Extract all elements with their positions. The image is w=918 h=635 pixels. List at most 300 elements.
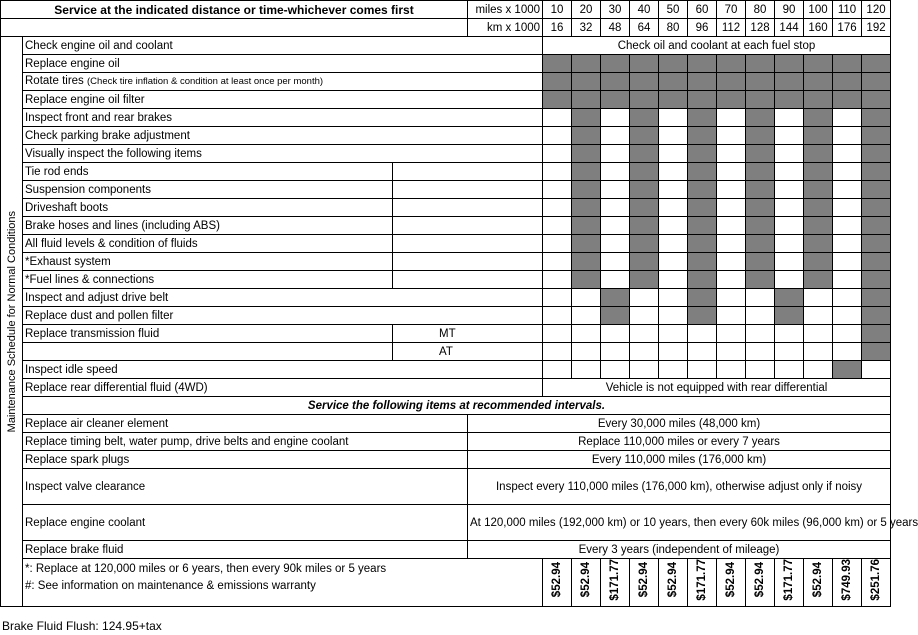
service-cell-empty: [688, 361, 717, 379]
service-cell-empty: [688, 325, 717, 343]
service-cell-empty: [630, 289, 659, 307]
service-cell-due: [862, 235, 891, 253]
service-cell-empty: [543, 343, 572, 361]
service-cell-empty: [833, 343, 862, 361]
service-cell-empty: [717, 145, 746, 163]
service-cell-empty: [717, 217, 746, 235]
price-cell: [746, 559, 775, 607]
service-cell-empty: [775, 217, 804, 235]
service-cell-empty: [804, 289, 833, 307]
service-cell-due: [630, 199, 659, 217]
miles-header: 10: [543, 1, 572, 19]
interval-value: Every 30,000 miles (48,000 km): [468, 415, 891, 433]
service-cell-empty: [543, 235, 572, 253]
service-cell-due: [862, 253, 891, 271]
service-cell-empty: [601, 145, 630, 163]
service-cell-empty: [717, 235, 746, 253]
service-cell-empty: [543, 127, 572, 145]
service-cell-due: [630, 271, 659, 289]
km-header: 48: [601, 19, 630, 37]
row-label: [23, 109, 543, 127]
interval-row: [1, 541, 891, 559]
schedule-row: [1, 73, 891, 91]
price-value: $52.94: [551, 562, 564, 598]
service-cell-empty: [630, 325, 659, 343]
service-cell-due: [630, 109, 659, 127]
service-cell-empty: [775, 181, 804, 199]
service-cell-empty: [717, 253, 746, 271]
service-cell-empty: [688, 343, 717, 361]
service-cell-due: [833, 73, 862, 91]
price-cell: [833, 559, 862, 607]
service-cell-due: [688, 253, 717, 271]
row-spacer: [393, 271, 543, 289]
service-cell-empty: [630, 307, 659, 325]
row-label: [23, 127, 543, 145]
service-cell-empty: [833, 145, 862, 163]
interval-label: Replace timing belt, water pump, drive belts and engine coolant: [23, 433, 468, 451]
service-cell-empty: [601, 325, 630, 343]
service-cell-due: [572, 127, 601, 145]
row-label: *Fuel lines & connections: [23, 271, 393, 289]
transmission-type: AT: [393, 343, 543, 361]
service-cell-due: [630, 73, 659, 91]
service-cell-empty: [833, 271, 862, 289]
service-cell-empty: [717, 109, 746, 127]
service-cell-due: [572, 235, 601, 253]
service-cell-empty: [746, 343, 775, 361]
span-note: Vehicle is not equipped with rear differential: [543, 379, 891, 397]
service-cell-empty: [659, 325, 688, 343]
schedule-row: [1, 181, 891, 199]
header-row-miles: [1, 1, 891, 19]
price-value: $52.94: [638, 562, 651, 598]
service-cell-empty: [543, 307, 572, 325]
service-cell-due: [862, 145, 891, 163]
row-spacer: [393, 235, 543, 253]
schedule-title: Service at the indicated distance or time-whichever comes first: [1, 1, 468, 19]
row-label: [23, 289, 543, 307]
service-cell-empty: [804, 325, 833, 343]
service-cell-due: [572, 109, 601, 127]
service-cell-empty: [572, 361, 601, 379]
service-cell-due: [688, 289, 717, 307]
service-cell-empty: [717, 361, 746, 379]
service-cell-due: [572, 73, 601, 91]
service-cell-empty: [833, 181, 862, 199]
schedule-row: [1, 145, 891, 163]
service-cell-due: [572, 181, 601, 199]
service-cell-due: [862, 55, 891, 73]
service-cell-empty: [717, 181, 746, 199]
service-cell-due: [862, 181, 891, 199]
interval-label: Replace brake fluid: [23, 541, 468, 559]
service-cell-empty: [717, 343, 746, 361]
row-label: All fluid levels & condition of fluids: [23, 235, 393, 253]
service-cell-empty: [572, 343, 601, 361]
service-cell-due: [630, 181, 659, 199]
service-cell-due: [601, 307, 630, 325]
service-cell-empty: [543, 109, 572, 127]
footnote: *: Replace at 120,000 miles or 6 years, then every 90k miles or 5 years: [25, 563, 387, 575]
price-value: $52.94: [725, 562, 738, 598]
row-label-text: Inspect front and rear brakes: [25, 111, 173, 124]
service-cell-empty: [775, 145, 804, 163]
row-label: Brake hoses and lines (including ABS): [23, 217, 393, 235]
row-label: [23, 145, 543, 163]
interval-value: At 120,000 miles (192,000 km) or 10 years, then every 60k miles (96,000 km) or 5 years: [468, 505, 891, 541]
service-cell-empty: [717, 325, 746, 343]
service-cell-empty: [659, 163, 688, 181]
service-cell-due: [543, 73, 572, 91]
schedule-row: [1, 343, 891, 361]
service-cell-empty: [833, 217, 862, 235]
service-cell-due: [746, 217, 775, 235]
km-header: 32: [572, 19, 601, 37]
interval-label: Inspect valve clearance: [23, 469, 468, 505]
service-cell-due: [572, 145, 601, 163]
service-cell-empty: [775, 343, 804, 361]
price-cell: [862, 559, 891, 607]
service-cell-empty: [659, 271, 688, 289]
row-label: [23, 91, 543, 109]
miles-header: 110: [833, 1, 862, 19]
miles-header: 20: [572, 1, 601, 19]
service-cell-empty: [659, 199, 688, 217]
service-cell-empty: [601, 181, 630, 199]
price-cell: [717, 559, 746, 607]
service-cell-due: [862, 343, 891, 361]
service-cell-empty: [833, 199, 862, 217]
miles-header: 40: [630, 1, 659, 19]
service-cell-due: [775, 289, 804, 307]
service-cell-due: [746, 91, 775, 109]
service-cell-due: [601, 289, 630, 307]
price-cell: [688, 559, 717, 607]
service-cell-empty: [543, 217, 572, 235]
service-cell-empty: [601, 361, 630, 379]
row-label: [23, 379, 543, 397]
service-cell-empty: [775, 127, 804, 145]
km-header: 128: [746, 19, 775, 37]
service-cell-due: [804, 235, 833, 253]
service-cell-due: [630, 127, 659, 145]
row-label-text: Inspect and adjust drive belt: [25, 291, 169, 304]
row-label-text: Check parking brake adjustment: [25, 129, 190, 142]
price-cell: [659, 559, 688, 607]
service-cell-empty: [775, 253, 804, 271]
service-cell-due: [862, 271, 891, 289]
service-cell-due: [775, 73, 804, 91]
interval-value: Every 3 years (independent of mileage): [468, 541, 891, 559]
service-cell-empty: [543, 181, 572, 199]
km-header: 176: [833, 19, 862, 37]
service-cell-empty: [543, 289, 572, 307]
km-header: 160: [804, 19, 833, 37]
service-cell-due: [688, 91, 717, 109]
service-cell-due: [543, 55, 572, 73]
service-cell-due: [833, 91, 862, 109]
service-cell-empty: [659, 361, 688, 379]
service-cell-due: [688, 235, 717, 253]
service-cell-due: [688, 127, 717, 145]
interval-label: Replace air cleaner element: [23, 415, 468, 433]
price-cell: [543, 559, 572, 607]
service-cell-empty: [775, 361, 804, 379]
price-cell: [572, 559, 601, 607]
service-cell-due: [746, 235, 775, 253]
row-label: [23, 307, 543, 325]
service-cell-empty: [775, 199, 804, 217]
service-cell-due: [804, 163, 833, 181]
service-cell-due: [804, 145, 833, 163]
side-label-cell: [1, 37, 23, 607]
service-cell-due: [601, 91, 630, 109]
km-header: 112: [717, 19, 746, 37]
service-cell-empty: [543, 199, 572, 217]
service-cell-due: [630, 55, 659, 73]
service-cell-due: [688, 199, 717, 217]
schedule-row: [1, 253, 891, 271]
km-header: 80: [659, 19, 688, 37]
service-cell-empty: [833, 127, 862, 145]
service-cell-due: [862, 217, 891, 235]
service-cell-due: [862, 307, 891, 325]
service-cell-empty: [601, 109, 630, 127]
schedule-row: [1, 379, 891, 397]
price-value: $52.94: [812, 562, 825, 598]
service-cell-empty: [601, 343, 630, 361]
service-cell-empty: [804, 343, 833, 361]
price-value: $52.94: [667, 562, 680, 598]
service-cell-due: [746, 163, 775, 181]
service-cell-empty: [775, 325, 804, 343]
title-spacer: [1, 19, 468, 37]
miles-header: 30: [601, 1, 630, 19]
service-cell-empty: [746, 307, 775, 325]
row-label: [23, 37, 543, 55]
km-header: 96: [688, 19, 717, 37]
miles-header: 90: [775, 1, 804, 19]
schedule-row: [1, 289, 891, 307]
service-cell-empty: [833, 163, 862, 181]
service-cell-due: [804, 127, 833, 145]
notes-prices-row: [1, 559, 891, 607]
service-cell-due: [746, 127, 775, 145]
service-cell-empty: [717, 271, 746, 289]
service-cell-due: [862, 163, 891, 181]
service-cell-due: [688, 307, 717, 325]
service-cell-due: [630, 253, 659, 271]
mid-heading: Service the following items at recommended intervals.: [23, 397, 891, 415]
service-cell-empty: [601, 217, 630, 235]
service-cell-due: [804, 73, 833, 91]
service-cell-due: [630, 163, 659, 181]
service-cell-due: [804, 181, 833, 199]
service-cell-empty: [543, 163, 572, 181]
service-cell-due: [862, 127, 891, 145]
service-cell-due: [572, 55, 601, 73]
interval-value: Every 110,000 miles (176,000 km): [468, 451, 891, 469]
service-cell-due: [804, 199, 833, 217]
interval-row: [1, 451, 891, 469]
price-cell: [601, 559, 630, 607]
interval-value: Replace 110,000 miles or every 7 years: [468, 433, 891, 451]
miles-header: 120: [862, 1, 891, 19]
service-cell-due: [630, 235, 659, 253]
service-cell-empty: [659, 181, 688, 199]
service-cell-due: [746, 73, 775, 91]
service-cell-due: [572, 253, 601, 271]
row-label-text: Inspect idle speed: [25, 363, 118, 376]
service-cell-due: [862, 73, 891, 91]
price-value: $171.77: [696, 559, 709, 601]
service-cell-empty: [659, 145, 688, 163]
row-label: Replace transmission fluid: [23, 325, 393, 343]
price-value: $171.77: [783, 559, 796, 601]
row-label-text: Check engine oil and coolant: [25, 39, 173, 52]
service-cell-empty: [746, 289, 775, 307]
header-row-km: [1, 19, 891, 37]
row-label-text: Replace dust and pollen filter: [25, 309, 174, 322]
miles-header: 80: [746, 1, 775, 19]
service-cell-empty: [659, 289, 688, 307]
schedule-row: [1, 163, 891, 181]
row-note: (Check tire inflation & condition at least once per month): [87, 76, 324, 87]
service-cell-due: [659, 91, 688, 109]
service-cell-empty: [775, 163, 804, 181]
service-cell-due: [572, 91, 601, 109]
service-cell-due: [746, 253, 775, 271]
schedule-row: [1, 235, 891, 253]
service-cell-due: [746, 145, 775, 163]
service-cell-due: [688, 55, 717, 73]
oil-note: Check oil and coolant at each fuel stop: [543, 37, 891, 55]
service-cell-due: [659, 55, 688, 73]
service-cell-empty: [601, 253, 630, 271]
service-cell-empty: [543, 325, 572, 343]
service-cell-due: [572, 217, 601, 235]
miles-header: 70: [717, 1, 746, 19]
service-cell-empty: [572, 307, 601, 325]
km-header: 64: [630, 19, 659, 37]
service-cell-due: [601, 55, 630, 73]
service-cell-due: [688, 217, 717, 235]
side-label: Maintenance Schedule for Normal Conditions: [5, 210, 18, 432]
schedule-row: [1, 199, 891, 217]
row-label: Driveshaft boots: [23, 199, 393, 217]
service-cell-due: [630, 91, 659, 109]
service-cell-due: [804, 217, 833, 235]
service-cell-empty: [601, 199, 630, 217]
service-cell-due: [688, 271, 717, 289]
row-label-text: Rotate tires: [25, 75, 84, 87]
service-cell-empty: [659, 235, 688, 253]
service-cell-due: [688, 145, 717, 163]
service-cell-empty: [543, 271, 572, 289]
km-unit-label: km x 1000: [468, 19, 543, 37]
service-cell-due: [804, 109, 833, 127]
km-header: 16: [543, 19, 572, 37]
price-cell: [804, 559, 833, 607]
schedule-row: [1, 91, 891, 109]
service-cell-due: [630, 217, 659, 235]
notes-cell: [23, 559, 543, 607]
service-cell-empty: [775, 235, 804, 253]
interval-label: Replace spark plugs: [23, 451, 468, 469]
interval-label: Replace engine coolant: [23, 505, 468, 541]
service-cell-empty: [862, 361, 891, 379]
service-cell-empty: [833, 235, 862, 253]
service-cell-empty: [717, 199, 746, 217]
service-cell-due: [862, 199, 891, 217]
miles-header: 100: [804, 1, 833, 19]
service-cell-due: [746, 55, 775, 73]
service-cell-due: [804, 253, 833, 271]
price-value: $52.94: [580, 562, 593, 598]
row-label-empty: [23, 343, 393, 361]
service-cell-due: [688, 109, 717, 127]
price-value: $52.94: [754, 562, 767, 598]
km-header: 144: [775, 19, 804, 37]
row-spacer: [393, 253, 543, 271]
miles-header: 60: [688, 1, 717, 19]
service-cell-empty: [659, 343, 688, 361]
service-cell-due: [688, 163, 717, 181]
service-cell-due: [688, 73, 717, 91]
service-cell-empty: [601, 127, 630, 145]
service-cell-due: [862, 325, 891, 343]
service-cell-empty: [717, 289, 746, 307]
km-header: 192: [862, 19, 891, 37]
service-cell-empty: [630, 361, 659, 379]
schedule-row: [1, 55, 891, 73]
service-cell-empty: [659, 307, 688, 325]
service-cell-empty: [833, 109, 862, 127]
service-cell-empty: [746, 325, 775, 343]
service-cell-due: [833, 55, 862, 73]
service-cell-due: [572, 271, 601, 289]
service-cell-due: [717, 73, 746, 91]
row-spacer: [393, 199, 543, 217]
schedule-row: [1, 37, 891, 55]
service-cell-empty: [746, 361, 775, 379]
service-cell-due: [804, 271, 833, 289]
service-cell-due: [746, 181, 775, 199]
service-cell-empty: [717, 307, 746, 325]
row-label-text: Replace engine oil filter: [25, 93, 145, 106]
row-label: *Exhaust system: [23, 253, 393, 271]
schedule-row: [1, 271, 891, 289]
service-cell-due: [862, 91, 891, 109]
mid-heading-row: [1, 397, 891, 415]
row-label: [23, 55, 543, 73]
interval-row: [1, 433, 891, 451]
service-cell-due: [746, 109, 775, 127]
schedule-row: [1, 217, 891, 235]
service-cell-due: [804, 55, 833, 73]
interval-row: [1, 505, 891, 541]
service-cell-due: [862, 289, 891, 307]
service-cell-empty: [804, 361, 833, 379]
schedule-row: [1, 361, 891, 379]
service-cell-due: [775, 91, 804, 109]
schedule-row: [1, 307, 891, 325]
transmission-type: MT: [393, 325, 543, 343]
service-cell-empty: [659, 127, 688, 145]
service-cell-due: [775, 307, 804, 325]
service-cell-due: [572, 199, 601, 217]
